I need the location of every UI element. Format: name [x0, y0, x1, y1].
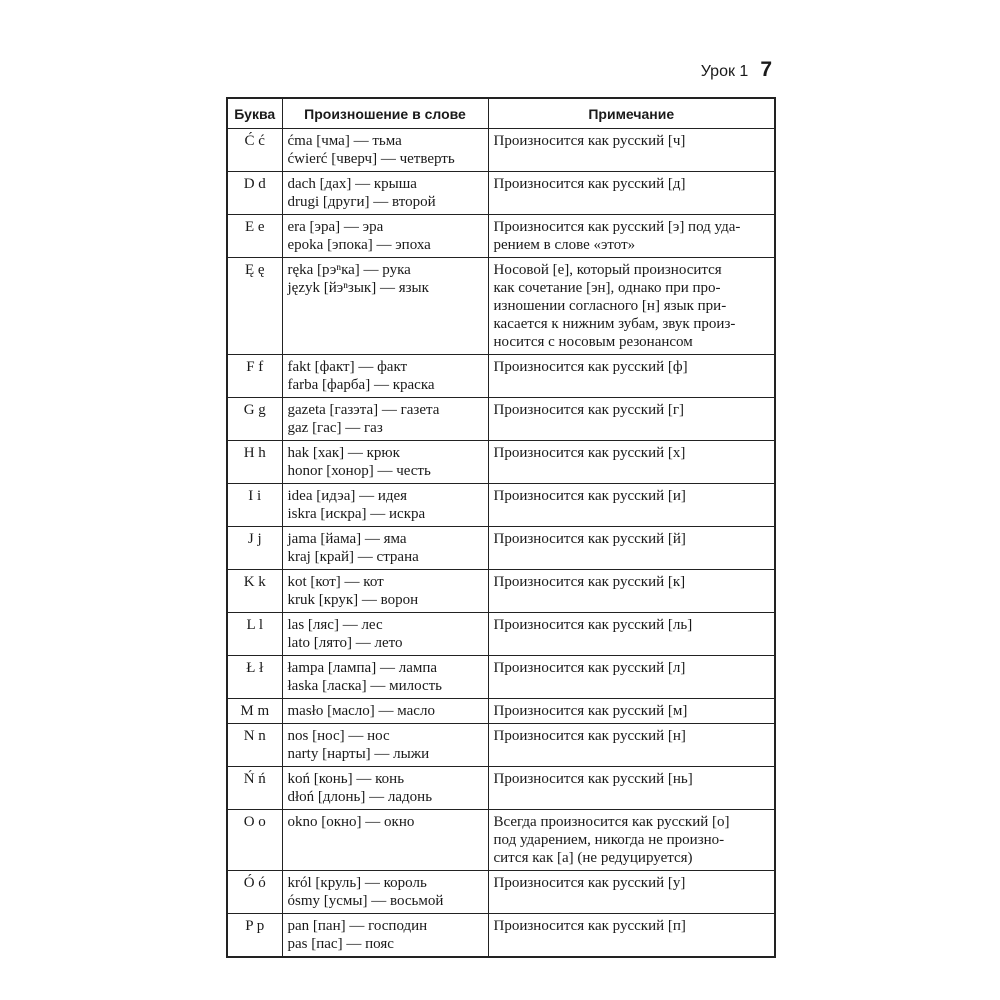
note-cell [488, 398, 775, 441]
pronunciation-cell [282, 172, 488, 215]
pronunciation-cell [282, 767, 488, 810]
letter-cell: J j [227, 527, 282, 570]
example-word: kot [кот] — кот [287, 574, 384, 590]
table-row [227, 699, 775, 724]
example-word: język [йэⁿзык] — язык [287, 280, 429, 296]
pronunciation-cell [282, 914, 488, 958]
table-body [227, 129, 775, 958]
example-word: fakt [факт] — факт [287, 359, 408, 375]
example-word: kraj [край] — страна [287, 549, 419, 565]
pronunciation-cell [282, 656, 488, 699]
pronunciation-cell [282, 810, 488, 871]
pronunciation-cell [282, 871, 488, 914]
table-row [227, 767, 775, 810]
note-line: Произносится как русский [ф] [493, 359, 688, 375]
example-word: las [ляс] — лес [287, 617, 383, 633]
note-cell [488, 258, 775, 355]
letter-cell: D d [227, 172, 282, 215]
example-word: narty [нарты] — лыжи [287, 746, 430, 762]
example-word: dłoń [длонь] — ладонь [287, 789, 433, 805]
note-cell [488, 699, 775, 724]
table-row [227, 656, 775, 699]
table-row [227, 398, 775, 441]
table-row [227, 871, 775, 914]
example-word: kruk [крук] — ворон [287, 592, 419, 608]
example-word: dach [дах] — крыша [287, 176, 417, 192]
note-line: под ударением, никогда не произно- [493, 832, 725, 848]
table-row [227, 258, 775, 355]
letter-cell: F f [227, 355, 282, 398]
table-row [227, 355, 775, 398]
example-word: farba [фарба] — краска [287, 377, 435, 393]
letter-cell: Ć ć [227, 129, 282, 172]
letter-cell: I i [227, 484, 282, 527]
example-word: honor [хонор] — честь [287, 463, 431, 479]
example-word: era [эра] — эра [287, 219, 384, 235]
example-word: gaz [гас] — газ [287, 420, 383, 436]
letter-cell: N n [227, 724, 282, 767]
table-row [227, 172, 775, 215]
example-word: ćma [чма] — тьма [287, 133, 402, 149]
pronunciation-cell [282, 527, 488, 570]
example-word: drugi [други] — второй [287, 194, 436, 210]
note-cell [488, 215, 775, 258]
example-word: masło [масло] — масло [287, 703, 435, 719]
table-row [227, 441, 775, 484]
letter-cell: Ł ł [227, 656, 282, 699]
table-row [227, 724, 775, 767]
note-line: Произносится как русский [л] [493, 660, 686, 676]
example-word: pas [пас] — пояс [287, 936, 394, 952]
letter-cell: K k [227, 570, 282, 613]
note-cell [488, 767, 775, 810]
column-header-pronunciation: Произношение в слове [282, 98, 488, 129]
letter-cell: L l [227, 613, 282, 656]
note-line: носится с носовым резонансом [493, 334, 693, 350]
example-word: lato [лято] — лето [287, 635, 403, 651]
table-row [227, 484, 775, 527]
pronunciation-cell [282, 441, 488, 484]
note-cell [488, 871, 775, 914]
note-cell [488, 724, 775, 767]
pronunciation-cell [282, 613, 488, 656]
example-word: ćwierć [чверч] — четверть [287, 151, 455, 167]
table-row [227, 570, 775, 613]
note-line: рением в слове «этот» [493, 237, 636, 253]
note-cell [488, 172, 775, 215]
table-row [227, 914, 775, 958]
example-word: ósmy [усмы] — восьмой [287, 893, 444, 909]
example-word: łaska [ласка] — милость [287, 678, 443, 694]
note-line: изношении согласного [н] язык при- [493, 298, 727, 314]
example-word: król [круль] — король [287, 875, 427, 891]
note-line: как сочетание [эн], однако при про- [493, 280, 721, 296]
example-word: gazeta [газэта] — газета [287, 402, 440, 418]
example-word: pan [пан] — господин [287, 918, 428, 934]
example-word: jama [йама] — яма [287, 531, 407, 547]
note-line: Произносится как русский [ль] [493, 617, 693, 633]
note-line: Произносится как русский [д] [493, 176, 686, 192]
note-cell [488, 441, 775, 484]
letter-cell: Ń ń [227, 767, 282, 810]
example-word: koń [конь] — конь [287, 771, 405, 787]
table-header-row [227, 98, 775, 129]
pronunciation-cell [282, 215, 488, 258]
page-number: 7 [760, 58, 772, 81]
note-line: Произносится как русский [й] [493, 531, 686, 547]
note-cell [488, 527, 775, 570]
note-cell [488, 484, 775, 527]
note-cell [488, 810, 775, 871]
letter-cell: O o [227, 810, 282, 871]
running-head [701, 58, 772, 82]
table-row [227, 810, 775, 871]
pronunciation-cell [282, 258, 488, 355]
letter-cell: G g [227, 398, 282, 441]
example-word: iskra [искра] — искра [287, 506, 426, 522]
column-header-note: Примечание [488, 98, 775, 129]
note-line: сится как [а] (не редуцируется) [493, 850, 693, 866]
example-word: okno [окно] — окно [287, 814, 415, 830]
pronunciation-cell [282, 484, 488, 527]
note-line: Произносится как русский [к] [493, 574, 686, 590]
note-line: касается к нижним зубам, звук произ- [493, 316, 736, 332]
note-cell [488, 570, 775, 613]
note-line: Произносится как русский [ч] [493, 133, 686, 149]
note-cell [488, 355, 775, 398]
note-line: Произносится как русский [м] [493, 703, 688, 719]
lesson-label: Урок 1 [700, 63, 749, 80]
letter-cell: Ó ó [227, 871, 282, 914]
letter-cell: Ę ę [227, 258, 282, 355]
note-cell [488, 613, 775, 656]
note-line: Произносится как русский [г] [493, 402, 685, 418]
note-line: Произносится как русский [х] [493, 445, 686, 461]
letter-cell: E e [227, 215, 282, 258]
example-word: łampa [лампа] — лампа [287, 660, 438, 676]
table-row [227, 613, 775, 656]
note-line: Произносится как русский [э] под уда- [493, 219, 741, 235]
column-header-letter: Буква [227, 98, 282, 129]
table-row [227, 215, 775, 258]
table-row [227, 527, 775, 570]
pronunciation-cell [282, 355, 488, 398]
pronunciation-cell [282, 570, 488, 613]
table-row [227, 129, 775, 172]
pronunciation-cell [282, 398, 488, 441]
note-line: Произносится как русский [у] [493, 875, 686, 891]
letter-cell: P p [227, 914, 282, 958]
example-word: nos [нос] — нос [287, 728, 390, 744]
alphabet-table [226, 97, 776, 958]
note-line: Произносится как русский [и] [493, 488, 686, 504]
example-word: hak [хак] — крюк [287, 445, 400, 461]
note-line: Всегда произносится как русский [о] [493, 814, 730, 830]
pronunciation-cell [282, 699, 488, 724]
note-line: Произносится как русский [н] [493, 728, 686, 744]
note-line: Носовой [е], который произносится [493, 262, 722, 278]
letter-cell: H h [227, 441, 282, 484]
letter-cell: M m [227, 699, 282, 724]
pronunciation-cell [282, 724, 488, 767]
note-cell [488, 656, 775, 699]
note-cell [488, 129, 775, 172]
note-line: Произносится как русский [п] [493, 918, 686, 934]
example-word: idea [идэа] — идея [287, 488, 408, 504]
note-line: Произносится как русский [нь] [493, 771, 693, 787]
pronunciation-cell [282, 129, 488, 172]
example-word: ręka [рэⁿка] — рука [287, 262, 411, 278]
example-word: epoka [эпока] — эпоха [287, 237, 431, 253]
note-cell [488, 914, 775, 958]
